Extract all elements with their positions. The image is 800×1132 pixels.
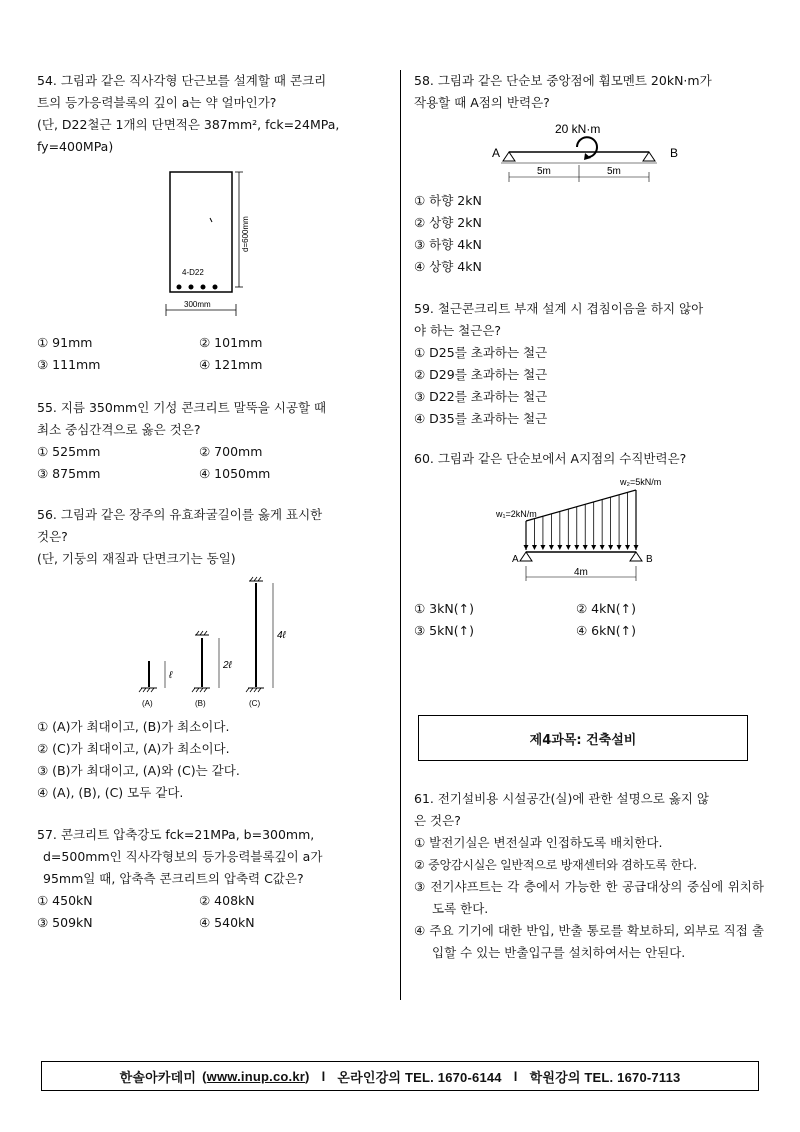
rebar-3 xyxy=(201,285,206,290)
support-a xyxy=(520,552,532,561)
q60-options xyxy=(414,598,764,642)
span-label: 4m xyxy=(574,567,588,578)
point-b-label: B xyxy=(646,554,653,565)
column-c-top-hatch xyxy=(250,577,261,581)
load-w2-label: w₂=5kN/m xyxy=(620,477,662,487)
column-b-hatch xyxy=(192,688,207,692)
span-1-label: 5m xyxy=(537,166,551,177)
load-arrowhead xyxy=(634,545,639,550)
q61-option-2[interactable]: ② 중앙감시실은 일반적으로 방재센터와 겸하도록 한다. xyxy=(414,858,697,872)
load-arrowhead xyxy=(549,545,554,550)
q58-beam-figure xyxy=(489,120,689,186)
footer-academy: 한솔아카데미 xyxy=(119,1069,197,1085)
q57-options xyxy=(37,890,385,934)
q58-line2: 작용할 때 A점의 반력은? xyxy=(414,95,550,110)
span-2-label: 5m xyxy=(607,166,621,177)
load-arrowhead xyxy=(591,545,596,550)
load-arrowhead xyxy=(574,545,579,550)
q58-line1: 58. 그림과 같은 단순보 중앙점에 휨모멘트 20kN·m가 xyxy=(414,73,712,88)
column-c-hatch xyxy=(246,688,261,692)
q61-option-3[interactable]: ③ 전기샤프트는 각 층에서 가능한 한 공급대상의 중심에 위치하도록 한다. xyxy=(414,879,764,916)
q56-option-1[interactable]: ① (A)가 최대이고, (B)가 최소이다. xyxy=(37,719,230,734)
q61-option-1[interactable]: ① 발전기실은 변전실과 인접하도록 배치한다. xyxy=(414,835,663,850)
column-c-label: (C) xyxy=(249,699,261,708)
point-a-label: A xyxy=(492,146,501,160)
moment-arrow xyxy=(577,137,597,157)
question-58 xyxy=(414,70,764,114)
q58-option-4[interactable]: ④ 상향 4kN xyxy=(414,259,482,274)
depth-label: d=600mm xyxy=(241,216,250,252)
load-arrowhead xyxy=(524,545,529,550)
q57-option-3[interactable]: ③ 509kN xyxy=(37,915,93,930)
q54-options xyxy=(37,332,385,376)
column-b-top-hatch xyxy=(196,631,207,635)
q59-option-4[interactable]: ④ D35를 초과하는 철근 xyxy=(414,411,548,426)
load-arrowhead xyxy=(625,545,630,550)
footer-offline-phone: 학원강의 TEL. 1670-7113 xyxy=(529,1069,681,1085)
load-w1-label: w₁=2kN/m xyxy=(496,509,537,519)
load-arrowhead xyxy=(557,545,562,550)
q58-option-1[interactable]: ① 하향 2kN xyxy=(414,193,482,208)
q60-option-1[interactable]: ① 3kN(↑) xyxy=(414,601,474,616)
load-arrowhead xyxy=(583,545,588,550)
subject-heading: 제4과목: 건축설비 xyxy=(529,732,637,748)
load-arrowhead xyxy=(540,545,545,550)
support-a xyxy=(503,152,515,161)
q60-option-3[interactable]: ③ 5kN(↑) xyxy=(414,623,474,638)
footer-online-phone: 온라인강의 TEL. 1670-6144 xyxy=(337,1069,502,1085)
q54-option-4[interactable]: ④ 121mm xyxy=(199,357,263,372)
q54-option-3[interactable]: ③ 111mm xyxy=(37,357,101,372)
q59-options xyxy=(414,342,764,430)
q55-options xyxy=(37,441,385,485)
distributed-load-arrows xyxy=(524,490,639,550)
q54-line2: 트의 등가응력블록의 깊이 a는 약 얼마인가? xyxy=(37,95,277,110)
q59-option-2[interactable]: ② D29를 초과하는 철근 xyxy=(414,367,548,382)
column-b-length: 2ℓ xyxy=(223,660,232,671)
q55-option-1[interactable]: ① 525mm xyxy=(37,444,101,459)
q59-option-3[interactable]: ③ D22를 초과하는 철근 xyxy=(414,389,548,404)
load-top-line xyxy=(526,490,636,521)
q55-line2: 최소 중심간격으로 옳은 것은? xyxy=(37,422,201,437)
q59-line2: 야 하는 철근은? xyxy=(414,323,502,338)
question-56 xyxy=(37,504,385,570)
load-arrowhead xyxy=(600,545,605,550)
q60-line1: 60. 그림과 같은 단순보에서 A지점의 수직반력은? xyxy=(414,451,687,466)
rebar-2 xyxy=(189,285,194,290)
q57-line2: d=500mm인 직사각형보의 등가응력블록깊이 a가 xyxy=(43,849,323,864)
footer-separator-2: l xyxy=(513,1068,518,1084)
question-59 xyxy=(414,298,764,430)
q61-option-4[interactable]: ④ 주요 기기에 대한 반입, 반출 통로를 확보하되, 외부로 직접 출입할 수 있는 반출입구를 설치하여서는 안된다. xyxy=(414,923,764,960)
support-b xyxy=(643,152,655,161)
q57-line3: 95mm일 때, 압축측 콘크리트의 압축력 C값은? xyxy=(43,871,304,886)
rebar-label: 4-D22 xyxy=(182,268,204,277)
q54-beam-section-figure xyxy=(160,164,260,326)
q55-line1: 55. 지름 350mm인 기성 콘크리트 말뚝을 시공할 때 xyxy=(37,400,327,415)
moment-label: 20 kN·m xyxy=(555,122,601,136)
footer-bar: 한솔아카데미 ( www.inup.co.kr ) l 온라인강의 TEL. 1670-6144 l 학원강의 TEL. 1670-7113 xyxy=(41,1061,759,1091)
q56-option-3[interactable]: ③ (B)가 최대이고, (A)와 (C)는 같다. xyxy=(37,763,240,778)
q56-line2: 것은? xyxy=(37,529,68,544)
q56-columns-figure xyxy=(127,575,297,713)
q60-option-2[interactable]: ② 4kN(↑) xyxy=(576,601,636,616)
q58-options xyxy=(414,190,764,278)
question-57 xyxy=(37,824,385,934)
q60-option-4[interactable]: ④ 6kN(↑) xyxy=(576,623,636,638)
q56-line1: 56. 그림과 같은 장주의 유효좌굴길이를 옳게 표시한 xyxy=(37,507,323,522)
subject-heading-box xyxy=(418,715,748,761)
load-arrowhead xyxy=(608,545,613,550)
q59-line1: 59. 철근콘크리트 부재 설계 시 겹침이음을 하지 않아 xyxy=(414,301,704,316)
question-60 xyxy=(414,448,764,470)
question-54 xyxy=(37,70,385,158)
q55-option-2[interactable]: ② 700mm xyxy=(199,444,263,459)
q61-line2: 은 것은? xyxy=(414,813,461,828)
beam-mark xyxy=(210,218,212,222)
q58-option-2[interactable]: ② 상향 2kN xyxy=(414,215,482,230)
q56-options xyxy=(37,716,385,804)
column-divider xyxy=(400,70,401,1000)
footer-url-link[interactable]: www.inup.co.kr xyxy=(206,1068,306,1084)
q56-line3: (단, 기둥의 재질과 단면크기는 동일) xyxy=(37,551,236,566)
q54-line1: 54. 그림과 같은 직사각형 단근보를 설계할 때 콘크리 xyxy=(37,73,327,88)
load-arrowhead xyxy=(617,545,622,550)
width-label: 300mm xyxy=(184,300,211,309)
q57-option-2[interactable]: ② 408kN xyxy=(199,893,255,908)
column-c-length: 4ℓ xyxy=(277,630,286,641)
q57-line1: 57. 콘크리트 압축강도 fck=21MPa, b=300mm, xyxy=(37,827,315,842)
q57-option-4[interactable]: ④ 540kN xyxy=(199,915,255,930)
column-a-length: ℓ xyxy=(169,670,173,681)
point-b-label: B xyxy=(670,146,679,160)
column-b-label: (B) xyxy=(195,699,206,708)
question-55 xyxy=(37,397,385,485)
q54-option-1[interactable]: ① 91mm xyxy=(37,335,93,350)
q61-line1: 61. 전기설비용 시설공간(실)에 관한 설명으로 옳지 않 xyxy=(414,791,709,806)
q54-line4: fy=400MPa) xyxy=(37,139,114,154)
column-a-label: (A) xyxy=(142,699,153,708)
point-a-label: A xyxy=(512,554,519,565)
question-61 xyxy=(414,788,764,964)
q55-option-4[interactable]: ④ 1050mm xyxy=(199,466,271,481)
footer-separator-1: l xyxy=(321,1068,326,1084)
rebar-1 xyxy=(177,285,182,290)
q60-beam-figure xyxy=(484,474,694,589)
column-a-hatch xyxy=(139,688,154,692)
load-arrowhead xyxy=(566,545,571,550)
support-b xyxy=(630,552,642,561)
q54-option-2[interactable]: ② 101mm xyxy=(199,335,263,350)
q59-option-1[interactable]: ① D25를 초과하는 철근 xyxy=(414,345,548,360)
q56-option-4[interactable]: ④ (A), (B), (C) 모두 같다. xyxy=(37,785,184,800)
q58-option-3[interactable]: ③ 하향 4kN xyxy=(414,237,482,252)
load-arrowhead xyxy=(532,545,537,550)
q56-option-2[interactable]: ② (C)가 최대이고, (A)가 최소이다. xyxy=(37,741,230,756)
rebar-4 xyxy=(213,285,218,290)
q57-option-1[interactable]: ① 450kN xyxy=(37,893,93,908)
q55-option-3[interactable]: ③ 875mm xyxy=(37,466,101,481)
q54-line3: (단, D22철근 1개의 단면적은 387mm², fck=24MPa, xyxy=(37,117,340,132)
